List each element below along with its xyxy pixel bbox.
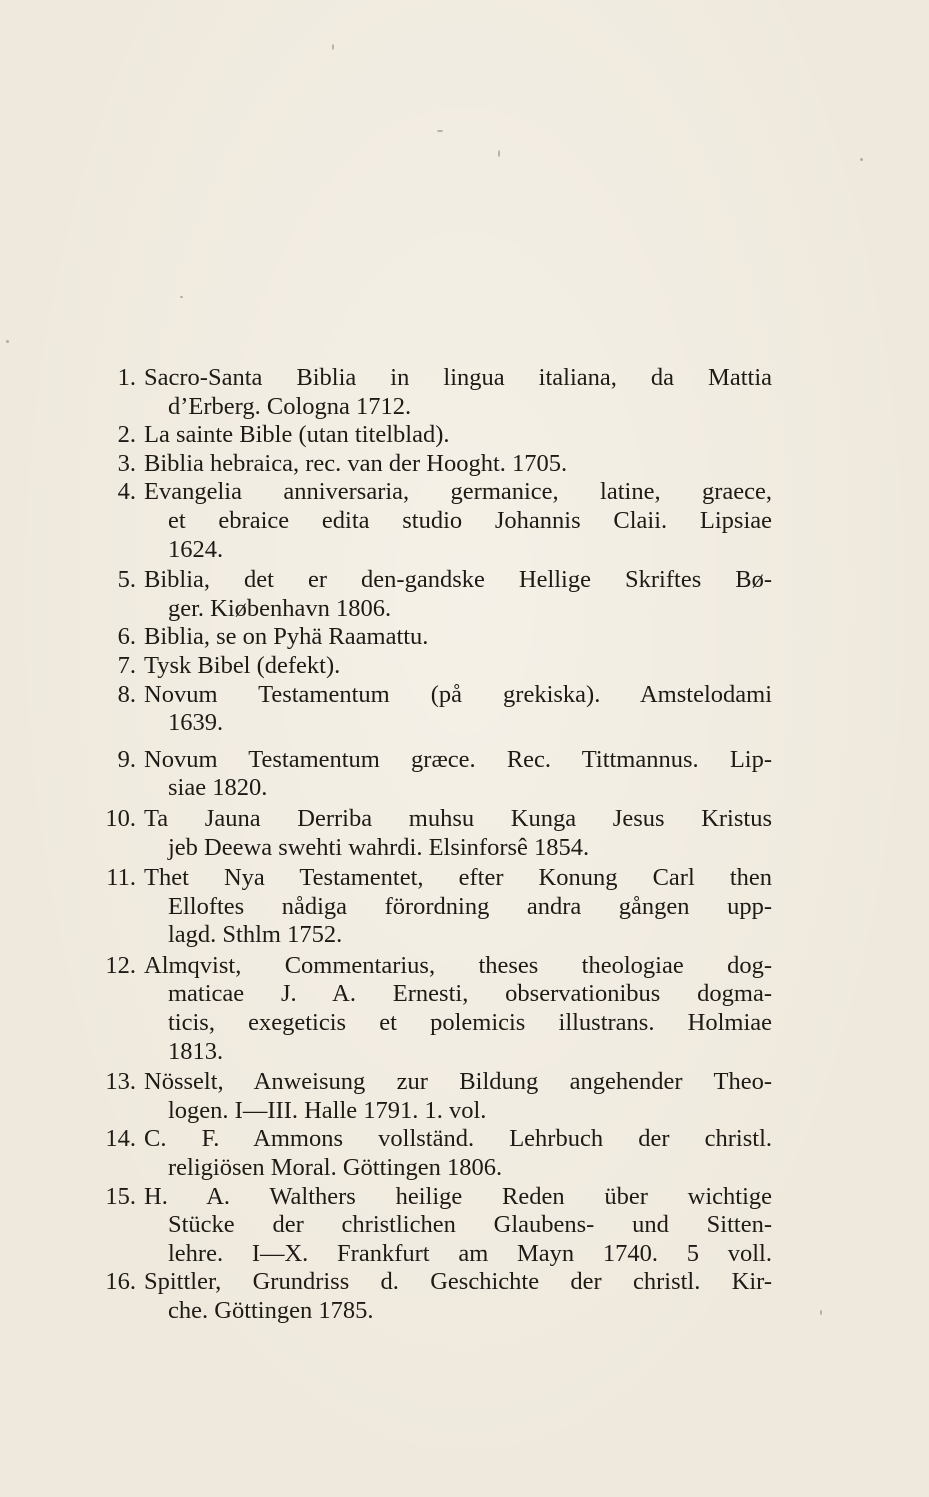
entry-text bbox=[144, 1268, 772, 1325]
entry-text bbox=[144, 1068, 772, 1125]
entry-line: Elloftes nådiga förordning andra gången upp- bbox=[168, 892, 772, 920]
catalog-entry-9 bbox=[92, 746, 772, 803]
entry-line: lehre. I—X. Frankfurt am Mayn 1740. 5 voll. bbox=[168, 1239, 772, 1267]
entry-text bbox=[144, 746, 772, 803]
paper-speck bbox=[180, 296, 183, 298]
entry-line: maticae J. A. Ernesti, observationibus dogma- bbox=[168, 980, 772, 1008]
entry-line: siae 1820. bbox=[168, 774, 268, 802]
entry-line: Thet Nya Testamentet, efter Konung Carl then bbox=[144, 864, 772, 892]
entry-number: 2. bbox=[117, 421, 136, 449]
entry-line: 1813. bbox=[168, 1037, 224, 1065]
catalog-entry-6 bbox=[92, 623, 772, 652]
catalog-entry-3 bbox=[92, 450, 772, 479]
entry-line: logen. I—III. Halle 1791. 1. vol. bbox=[168, 1096, 487, 1124]
entry-number: 12. bbox=[105, 951, 136, 979]
entry-line: Stücke der christlichen Glaubens- und Sitten- bbox=[168, 1211, 772, 1239]
entry-line: Sacro-Santa Biblia in lingua italiana, da Mattia bbox=[144, 364, 772, 391]
entry-text bbox=[144, 952, 772, 1066]
entry-text bbox=[144, 1125, 772, 1182]
paper-speck bbox=[820, 1310, 822, 1315]
entry-line: Almqvist, Commentarius, theses theologiae dog- bbox=[144, 951, 772, 979]
entry-line: Ta Jauna Derriba muhsu Kunga Jesus Kristus bbox=[144, 804, 772, 832]
catalog-entry-14 bbox=[92, 1125, 772, 1182]
catalog-entry-12 bbox=[92, 952, 772, 1066]
entry-number: 10. bbox=[105, 804, 136, 832]
catalog-entry-4 bbox=[92, 478, 772, 564]
entry-text bbox=[144, 566, 772, 623]
entry-number: 8. bbox=[117, 680, 136, 708]
entry-text bbox=[144, 681, 772, 738]
entry-number: 15. bbox=[105, 1182, 136, 1210]
paper-speck bbox=[498, 150, 500, 157]
entry-line: Novum Testamentum græce. Rec. Tittmannus. Lip- bbox=[144, 745, 772, 773]
entry-number: 14. bbox=[105, 1125, 136, 1153]
catalog-entry-7 bbox=[92, 652, 772, 681]
entry-line: Evangelia anniversaria, germanice, latine, graece, bbox=[144, 478, 772, 506]
entry-number: 16. bbox=[105, 1268, 136, 1296]
catalog-entry-2 bbox=[92, 421, 772, 450]
entry-line: Biblia hebraica, rec. van der Hooght. 1705. bbox=[144, 449, 568, 477]
catalog-entry-15 bbox=[92, 1183, 772, 1269]
catalog-entry-5 bbox=[92, 566, 772, 623]
paper-speck bbox=[332, 44, 334, 50]
catalog-entry-13 bbox=[92, 1068, 772, 1125]
entry-line: 1639. bbox=[168, 709, 224, 737]
entry-line: Spittler, Grundriss d. Geschichte der christl. Kir- bbox=[144, 1268, 772, 1296]
entry-text bbox=[144, 652, 772, 681]
entry-number: 1. bbox=[117, 364, 136, 391]
entry-line: che. Göttingen 1785. bbox=[168, 1297, 374, 1324]
entry-line: Biblia, se on Pyhä Raamattu. bbox=[144, 623, 429, 651]
entry-text bbox=[144, 450, 772, 479]
catalog-entry-8 bbox=[92, 681, 772, 738]
catalog-entry-16 bbox=[92, 1268, 772, 1325]
entry-text bbox=[144, 864, 772, 950]
entry-line: et ebraice edita studio Johannis Claii. Lipsiae bbox=[168, 506, 772, 534]
entry-line: 1624. bbox=[168, 535, 224, 563]
entry-line: ger. Kiøbenhavn 1806. bbox=[168, 594, 392, 622]
entry-text bbox=[144, 1183, 772, 1269]
entry-number: 11. bbox=[106, 864, 136, 892]
entry-line: C. F. Ammons vollständ. Lehrbuch der christl. bbox=[144, 1125, 772, 1153]
entry-line: religiösen Moral. Göttingen 1806. bbox=[168, 1154, 503, 1182]
entry-line: Novum Testamentum (på grekiska). Amstelodami bbox=[144, 680, 772, 708]
catalog-entry-10 bbox=[92, 805, 772, 862]
entry-line: H. A. Walthers heilige Reden über wichtige bbox=[144, 1182, 772, 1210]
entry-line: ticis, exegeticis et polemicis illustrans. Holmiae bbox=[168, 1009, 772, 1037]
catalog-entry-1 bbox=[92, 364, 772, 421]
paper-speck bbox=[437, 130, 443, 132]
entry-number: 9. bbox=[117, 745, 136, 773]
bible-catalog-list bbox=[92, 364, 772, 1326]
entry-line: Biblia, det er den-gandske Hellige Skriftes Bø- bbox=[144, 566, 772, 594]
entry-line: Nösselt, Anweisung zur Bildung angehender Theo- bbox=[144, 1068, 772, 1096]
entry-text bbox=[144, 421, 772, 450]
paper-speck bbox=[6, 340, 9, 343]
entry-number: 13. bbox=[105, 1068, 136, 1096]
entry-text bbox=[144, 805, 772, 862]
entry-text bbox=[144, 364, 772, 421]
entry-number: 5. bbox=[117, 566, 136, 594]
entry-text bbox=[144, 478, 772, 564]
entry-line: Tysk Bibel (defekt). bbox=[144, 651, 341, 679]
entry-line: d’Erberg. Cologna 1712. bbox=[168, 392, 412, 420]
entry-line: lagd. Sthlm 1752. bbox=[168, 921, 343, 949]
entry-number: 7. bbox=[117, 651, 136, 679]
paper-speck bbox=[860, 158, 863, 161]
entry-line: jeb Deewa swehti wahrdi. Elsinforsê 1854. bbox=[168, 833, 590, 861]
entry-text bbox=[144, 623, 772, 652]
catalog-entry-11 bbox=[92, 864, 772, 950]
entry-number: 3. bbox=[117, 449, 136, 477]
spacer bbox=[92, 738, 772, 746]
entry-number: 6. bbox=[117, 623, 136, 651]
entry-number: 4. bbox=[117, 478, 136, 506]
entry-line: La sainte Bible (utan titelblad). bbox=[144, 421, 450, 449]
